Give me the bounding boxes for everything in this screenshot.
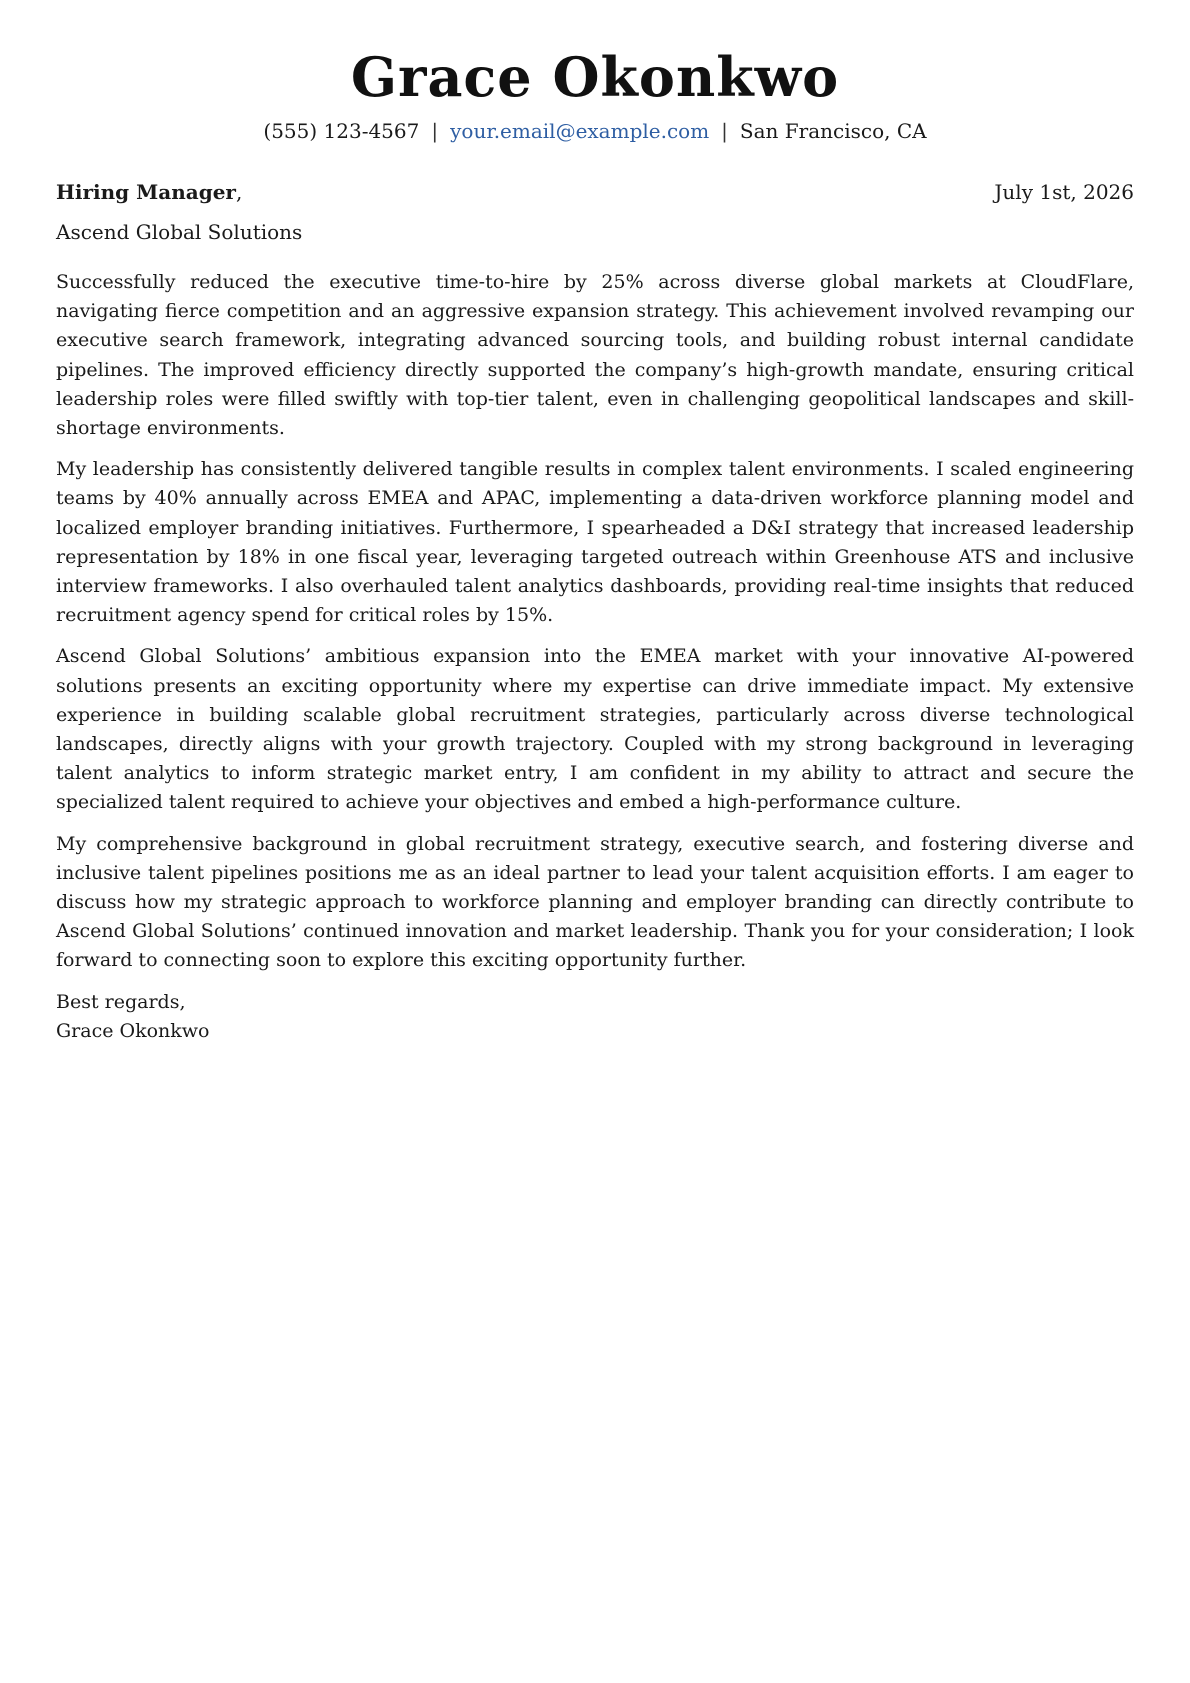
location: San Francisco, CA xyxy=(739,119,927,143)
letter-header xyxy=(0,40,1190,144)
contact-separator: | xyxy=(721,119,728,143)
recipient xyxy=(56,176,242,208)
body-paragraph: Ascend Global Solutions’ ambitious expansion into the EMEA market with your innovative AI-powered solutions presents an exciting opportunity where my expertise can drive immediate impact. My extensive experience in building scalable global recruitment strategies, particularly across diverse technological landscapes, directly aligns with your growth trajectory. Coupled with my strong background in leveraging talent analytics to inform strategic market entry, I am confident in my ability to attract and secure the specialized talent required to achieve your objectives and embed a high-performance culture. xyxy=(56,645,1134,814)
letter-body xyxy=(56,268,1134,976)
recipient-name: Hiring Manager xyxy=(56,180,236,204)
contact-line xyxy=(0,118,1190,144)
recipient-name-suffix: , xyxy=(235,180,243,204)
closing-signature: Grace Okonkwo xyxy=(56,1019,210,1042)
sender-name: Grace Okonkwo xyxy=(350,45,840,109)
body-paragraph: Successfully reduced the executive time-to-hire by 25% across diverse global markets at CloudFlare, navigating fierce competition and an aggressive expansion strategy. This achievement involved revamping our executive search framework, integrating advanced sourcing tools, and building robust internal candidate pipelines. The improved efficiency directly supported the company’s high-growth mandate, ensuring critical leadership roles were filled swiftly with top-tier talent, even in challenging geopolitical landscapes and skill-shortage environments. xyxy=(56,271,1134,440)
phone-number: (555) 123-4567 xyxy=(263,119,420,143)
letter-closing xyxy=(56,988,1134,1046)
email-link[interactable]: your.email@example.com xyxy=(450,119,710,143)
recipient-row xyxy=(56,176,1134,208)
recipient-company: Ascend Global Solutions xyxy=(56,220,303,244)
body-paragraph: My leadership has consistently delivered tangible results in complex talent environments. I scaled engineering teams by 40% annually across EMEA and APAC, implementing a data-driven workforce planning model and localized employer branding initiatives. Furthermore, I spearheaded a D&I strategy that increased leadership representation by 18% in one fiscal year, leveraging targeted outreach within Greenhouse ATS and inclusive interview frameworks. I also overhauled talent analytics dashboards, providing real-time insights that reduced recruitment agency spend for critical roles by 15%. xyxy=(56,458,1134,627)
body-paragraph: My comprehensive background in global recruitment strategy, executive search, and fostering diverse and inclusive talent pipelines positions me as an ideal partner to lead your talent acquisition efforts. I am eager to discuss how my strategic approach to workforce planning and employer branding can directly contribute to Ascend Global Solutions’ continued innovation and market leadership. Thank you for your consideration; I look forward to connecting soon to explore this exciting opportunity further. xyxy=(56,832,1134,972)
letter-date: July 1st, 2026 xyxy=(994,180,1134,204)
letter-content xyxy=(56,176,1134,1046)
closing-salutation: Best regards, xyxy=(56,990,186,1013)
contact-separator: | xyxy=(431,119,439,143)
